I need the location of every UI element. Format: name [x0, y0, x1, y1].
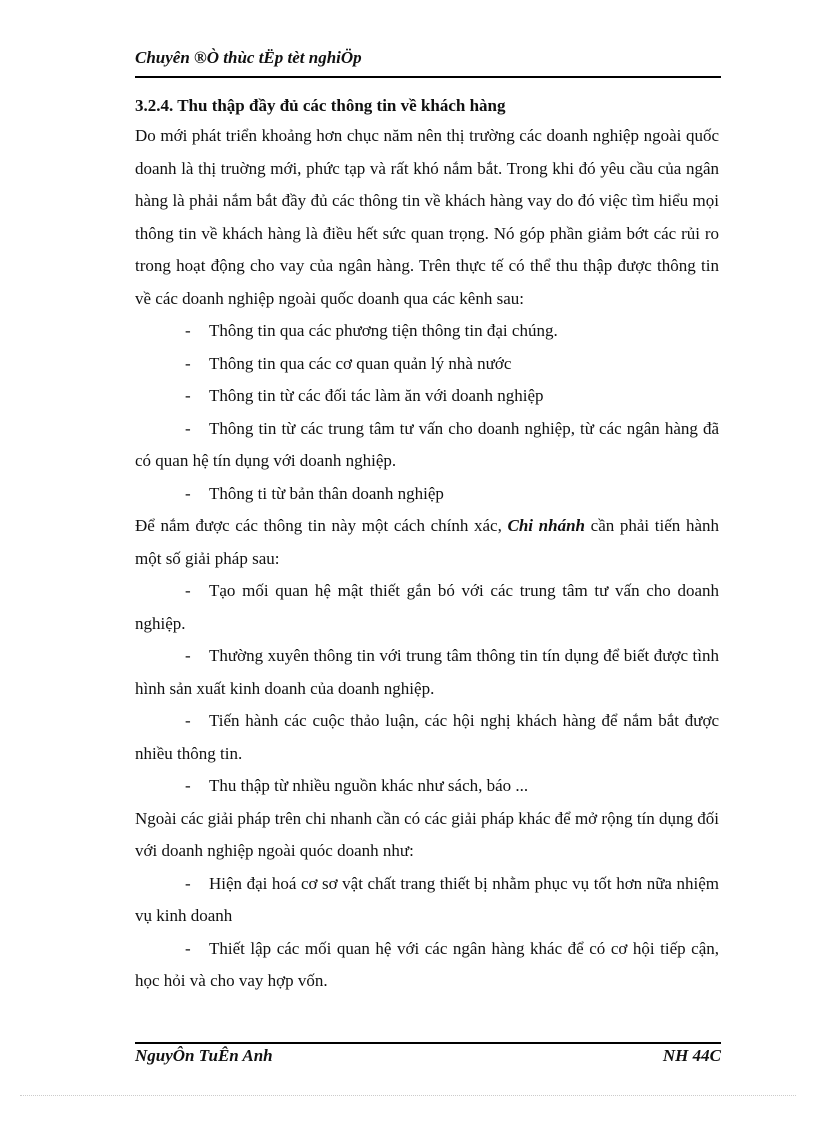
list-item-text: Thông tin từ các trung tâm tư vấn cho doanh nghiệp, từ các ngân hàng đã có quan hệ tín dụng với doanh nghiệp.: [135, 418, 719, 470]
list-item-text: Thu thập từ nhiều nguồn khác như sách, báo ...: [209, 776, 529, 795]
bullet-dash: -: [185, 581, 191, 600]
bullet-dash: -: [185, 321, 191, 340]
list-item: [135, 705, 719, 770]
footer-author: NguyÔn TuÊn Anh: [135, 1046, 273, 1065]
list-item: [135, 640, 719, 705]
channels-list: [135, 315, 719, 510]
footer-class-code: NH 44C: [662, 1046, 721, 1065]
list-item-text: Tiến hành các cuộc thảo luận, các hội nghị khách hàng để nắm bắt được nhiều thông tin.: [135, 711, 719, 763]
bullet-dash: -: [185, 646, 191, 665]
page-footer: [135, 1046, 721, 1066]
bullet-dash: -: [185, 418, 191, 438]
header-divider: [135, 76, 721, 78]
list-item-text: Thường xuyên thông tin với trung tâm thông tin tín dụng để biết được tình hình sản xuất kinh doanh của doanh nghiệp.: [135, 646, 719, 698]
extra-solutions-list: [135, 868, 719, 998]
list-item-text: Hiện đại hoá cơ sơ vật chất trang thiết bị nhằm phục vụ tốt hơn nữa nhiệm vụ kinh doanh: [135, 873, 719, 925]
bullet-dash: -: [185, 353, 191, 373]
footer-divider: [135, 1042, 721, 1044]
list-item-text: Thông tin qua các cơ quan quản lý nhà nước: [209, 353, 512, 373]
solutions-list: [135, 575, 719, 803]
solutions-intro-paragraph: [135, 510, 719, 575]
list-item: [135, 868, 719, 933]
list-item: [135, 478, 719, 511]
list-item: [135, 413, 719, 478]
list-item: [135, 380, 719, 413]
list-item: [135, 315, 719, 348]
para2-after: cần phải tiến hành một số giải pháp sau:: [135, 516, 719, 568]
bullet-dash: -: [185, 873, 191, 893]
list-item-text: Thông ti từ bản thân doanh nghiệp: [209, 483, 444, 503]
extra-solutions-paragraph: Ngoài các giải pháp trên chi nhanh cần có các giải pháp khác để mở rộng tín dụng đối với doanh nghiệp ngoài quóc doanh như:: [135, 808, 719, 860]
list-item-text: Thông tin qua các phương tiện thông tin đại chúng.: [209, 321, 558, 340]
document-body: [135, 92, 719, 998]
header-title: Chuyên ®Ò thùc tËp tèt nghiÖp: [135, 48, 362, 67]
bullet-dash: -: [185, 711, 191, 730]
list-item: [135, 933, 719, 998]
bullet-dash: -: [185, 938, 191, 958]
list-item: [135, 348, 719, 381]
list-item: [135, 575, 719, 640]
intro-paragraph: Do mới phát triển khoảng hơn chục năm nên thị trường các doanh nghiệp ngoài quốc doanh là thị truờng mới, phức tạp và rất khó nắm bắt. Trong khi đó yêu cầu của ngân hàng là phải nắm bắt đầy đủ các thông tin về khách hàng vay do đó việc tìm hiểu mọi thông tin về khách hàng là điều hết sức quan trọng. Nó góp phần giảm bớt các rủi ro trong hoạt động cho vay của ngân hàng. Trên thực tế có thể thu thập được thông tin về các doanh nghiệp ngoài quốc doanh qua các kênh sau:: [135, 126, 719, 308]
page-header: [135, 48, 721, 68]
bullet-dash: -: [185, 483, 191, 503]
bullet-dash: -: [185, 776, 191, 795]
list-item: [135, 770, 719, 803]
section-heading: 3.2.4. Thu thập đầy đủ các thông tin về khách hàng: [135, 96, 506, 115]
branch-emphasis: Chi nhánh: [507, 516, 585, 535]
para2-before: Để nắm được các thông tin này một cách chính xác,: [135, 516, 508, 535]
list-item-text: Thông tin từ các đối tác làm ăn với doanh nghiệp: [209, 386, 544, 405]
list-item-text: Thiết lập các mối quan hệ với các ngân hàng khác để có cơ hội tiếp cận, học hỏi và cho vay hợp vốn.: [135, 938, 719, 990]
list-item-text: Tạo mối quan hệ mật thiết gắn bó với các trung tâm tư vấn cho doanh nghiệp.: [135, 581, 719, 633]
page-edge-line: [20, 1095, 796, 1096]
bullet-dash: -: [185, 386, 191, 405]
